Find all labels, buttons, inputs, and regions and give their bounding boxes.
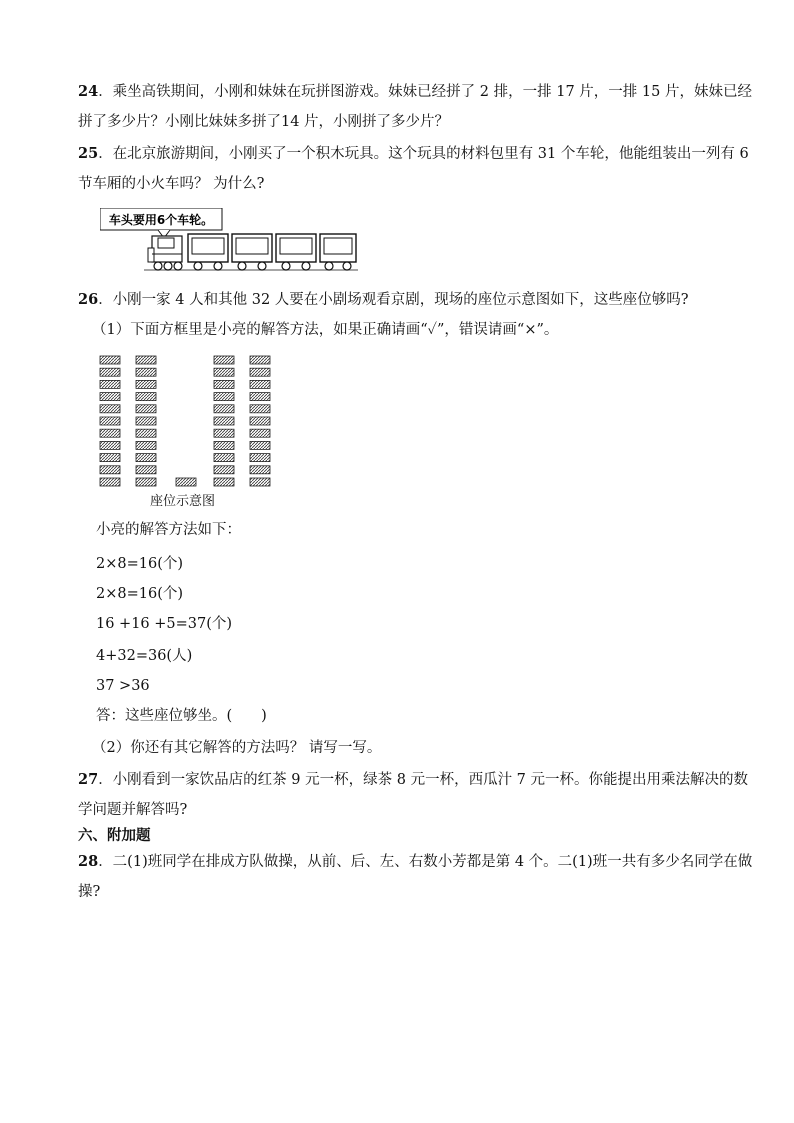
train-car-icon [232, 234, 272, 270]
seat [214, 380, 234, 388]
seat [214, 429, 234, 437]
seat [136, 356, 156, 364]
q24-line1: 24．乘坐高铁期间，小刚和妹妹在玩拼图游戏。妹妹已经拼了 2 排，一排 17 片，一排 15 片，妹妹已经 [78, 83, 752, 100]
seat-rows [100, 356, 270, 486]
step-2: 2×8=16(个) [96, 586, 184, 602]
seat [100, 356, 120, 364]
seat [136, 454, 156, 462]
seat [214, 454, 234, 462]
seat [250, 417, 270, 425]
seat [250, 478, 270, 486]
answer-line: 答：这些座位够坐。( ) [96, 708, 267, 724]
seat [214, 478, 234, 486]
seat [100, 466, 120, 474]
seat [214, 393, 234, 401]
seat [250, 368, 270, 376]
q28-line1: 28．二(1)班同学在排成方队做操，从前、后、左、右数小芳都是第 4 个。二(1)班一共有多少名同学在做 [78, 853, 753, 870]
step-1: 2×8=16(个) [96, 556, 184, 572]
seat [100, 429, 120, 437]
seat [136, 368, 156, 376]
seat [100, 393, 120, 401]
section-title: 六、附加题 [78, 827, 151, 844]
q25-line1: 25．在北京旅游期间，小刚买了一个积木玩具。这个玩具的材料包里有 31 个车轮，他能组装出一列有 6 [78, 145, 749, 162]
seat [214, 417, 234, 425]
q27-line2: 学问题并解答吗? [78, 802, 188, 818]
q26-number: 26 [78, 291, 99, 308]
seat [176, 478, 196, 486]
seat [100, 368, 120, 376]
seat [136, 429, 156, 437]
seat [214, 466, 234, 474]
method-title: 小亮的解答方法如下： [96, 522, 241, 538]
seat [214, 356, 234, 364]
seat [214, 405, 234, 413]
seat-diagram [96, 352, 286, 512]
seat [136, 441, 156, 449]
train-car-icon [320, 234, 356, 270]
q28-line2: 操? [78, 884, 101, 900]
seat-diagram-caption: 座位示意图 [150, 494, 216, 509]
seat [100, 417, 120, 425]
train-figure [100, 208, 360, 278]
q24-line2: 拼了多少片？小刚比妹妹多拼了14 片，小刚拼了多少片？ [78, 114, 450, 130]
train-car-icon [188, 234, 228, 270]
seat [136, 478, 156, 486]
seat [136, 405, 156, 413]
seat [136, 380, 156, 388]
seat [136, 393, 156, 401]
speech-bubble-text: 车头要用6个车轮。 [108, 213, 214, 227]
seat [100, 405, 120, 413]
seat [100, 454, 120, 462]
train-car-icon [276, 234, 316, 270]
seat [250, 356, 270, 364]
seat [250, 429, 270, 437]
seat [250, 380, 270, 388]
q28-number: 28 [78, 853, 99, 870]
q25-line2: 节车厢的小火车吗？ 为什么? [78, 176, 265, 192]
train-engine-icon [148, 236, 182, 270]
seat [250, 405, 270, 413]
step-5: 37 >36 [96, 678, 150, 694]
seat [250, 441, 270, 449]
q26-line1: 26．小刚一家 4 人和其他 32 人要在小剧场观看京剧，现场的座位示意图如下，这些座位够吗? [78, 291, 689, 308]
step-3: 16 +16 +5=37(个) [96, 616, 233, 632]
step-4: 4+32=36(人) [96, 648, 193, 664]
q24-number: 24 [78, 83, 99, 100]
seat [214, 441, 234, 449]
q27-line1: 27．小刚看到一家饮品店的红茶 9 元一杯，绿茶 8 元一杯，西瓜汁 7 元一杯。你能提出用乘法解决的数 [78, 771, 749, 788]
seat [250, 454, 270, 462]
seat [250, 393, 270, 401]
q27-number: 27 [78, 771, 99, 788]
q25-number: 25 [78, 145, 99, 162]
seat [214, 368, 234, 376]
seat [250, 466, 270, 474]
seat [136, 466, 156, 474]
q26-sub2: （2）你还有其它解答的方法吗？ 请写一写。 [92, 740, 382, 756]
seat [100, 380, 120, 388]
seat [100, 441, 120, 449]
seat [136, 417, 156, 425]
seat [100, 478, 120, 486]
q26-sub1: （1）下面方框里是小亮的解答方法，如果正确请画“✓”，错误请画“×”。 [92, 322, 559, 338]
